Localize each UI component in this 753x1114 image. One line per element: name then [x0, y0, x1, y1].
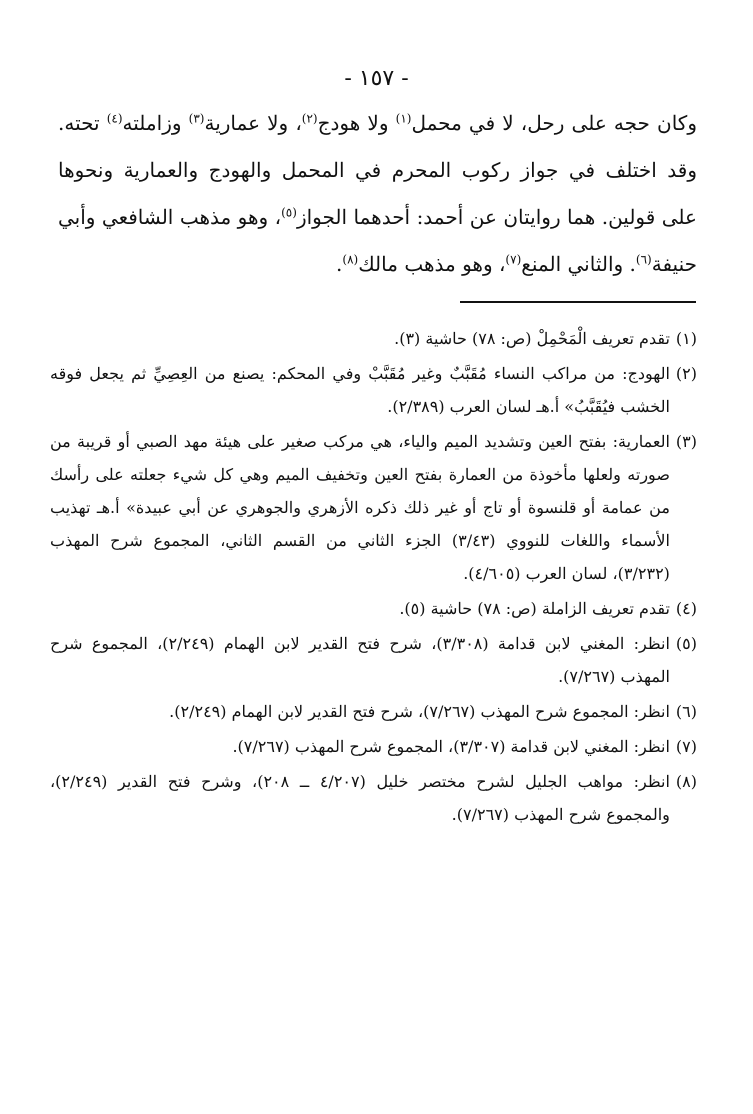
footnote-2: [50, 357, 697, 423]
text-segment: وزاملته: [122, 111, 189, 135]
footnote-text: تقدم تعريف الْمَحْمِلْ (ص: ٧٨) حاشية (٣).: [394, 329, 670, 348]
page-number: - ١٥٧ -: [344, 66, 409, 91]
footnote-text: انظر: المجموع شرح المهذب (٧/٢٦٧)، شرح فتح القدير لابن الهمام (٢/٢٤٩).: [169, 702, 670, 721]
footnote-number: (٣): [675, 432, 697, 451]
footnote-7: [50, 730, 697, 763]
text-segment: . والثاني المنع: [521, 252, 636, 276]
text-segment: وكان حجه على رحل، لا في محمل: [411, 111, 697, 135]
footnote-number: (١): [675, 329, 697, 348]
footnote-number: (٢): [675, 364, 697, 383]
footnote-ref-4[interactable]: (٤): [106, 111, 123, 126]
footnote-text: تقدم تعريف الزاملة (ص: ٧٨) حاشية (٥).: [399, 599, 670, 618]
footnote-number: (٧): [675, 737, 697, 756]
text-segment: ولا هودج: [317, 111, 396, 135]
footnote-number: (٤): [675, 599, 697, 618]
footnote-5: [50, 627, 697, 693]
footnote-text: انظر: مواهب الجليل لشرح مختصر خليل (٤/٢٠٧ ــ ٢٠٨)، وشرح فتح القدير (٢/٢٤٩)، والمجموع شرح المهذب (٧/٢٦٧).: [50, 772, 670, 824]
footnote-number: (٥): [675, 634, 697, 653]
footnote-ref-1[interactable]: (١): [395, 111, 412, 126]
text-segment: .: [336, 252, 343, 276]
footnote-ref-2[interactable]: (٢): [301, 111, 318, 126]
text-segment: ، وهو مذهب الشافعي وأبي حنيفة: [58, 205, 697, 276]
footnote-ref-8[interactable]: (٨): [342, 252, 359, 267]
footnote-3: [50, 425, 697, 590]
footnote-number: (٨): [675, 772, 697, 791]
footnotes-section: [50, 322, 697, 833]
footnote-ref-3[interactable]: (٣): [188, 111, 205, 126]
text-segment: ، ولا عمارية: [204, 111, 302, 135]
footnote-text: انظر: المغني لابن قدامة (٣/٣٠٨)، شرح فتح القدير لابن الهمام (٢/٢٤٩)، المجموع شرح المهذب (٧/٢٦٧).: [50, 634, 670, 686]
footnote-8: [50, 765, 697, 831]
footnote-ref-5[interactable]: (٥): [281, 205, 297, 220]
main-paragraph: [58, 100, 697, 288]
main-text: [58, 100, 697, 288]
footnote-6: [50, 695, 697, 728]
footnote-ref-6[interactable]: (٦): [635, 252, 652, 267]
footnote-text: العمارية: بفتح العين وتشديد الميم والياء، هي مركب صغير على هيئة مهد الصبي أو قريبة من صورته ولعلها مأخوذة من العمارة بفتح العين وتخفيف الميم وهي كل شيء جعلته على رأسك من عمامة أو قلنسوة أو تاج أو غير ذلك ذكره الأزهري والجوهري عن أبي عبيدة» أ.هـ تهذيب الأسماء واللغات للنووي (٣/٤٣) الجزء الثاني من القسم الثاني، المجموع شرح المهذب (٣/٢٣٢)، لسان العرب (٤/٦٠٥).: [50, 432, 670, 583]
footnote-1: [50, 322, 697, 355]
footnote-text: انظر: المغني لابن قدامة (٣/٣٠٧)، المجموع شرح المهذب (٧/٢٦٧).: [232, 737, 670, 756]
footnote-number: (٦): [675, 702, 697, 721]
footnote-divider: [460, 301, 696, 303]
footnote-ref-7[interactable]: (٧): [505, 252, 522, 267]
footnote-4: [50, 592, 697, 625]
footnote-text: الهودج: من مراكب النساء مُقَبَّبٌ وغير مُقَبَّبْ وفي المحكم: يصنع من العِصِيِّ ثم يجعل فوقه الخشب فيُقَبَّبُ» أ.هـ لسان العرب (٢/٣٨٩).: [50, 364, 670, 416]
text-segment: ، وهو مذهب مالك: [358, 252, 506, 276]
text-segment: تحته. وقد اختلف في جواز ركوب المحرم في المحمل والهودج والعمارية ونحوها على قولين. هما روايتان عن أحمد: أحدهما الجواز: [58, 111, 697, 229]
